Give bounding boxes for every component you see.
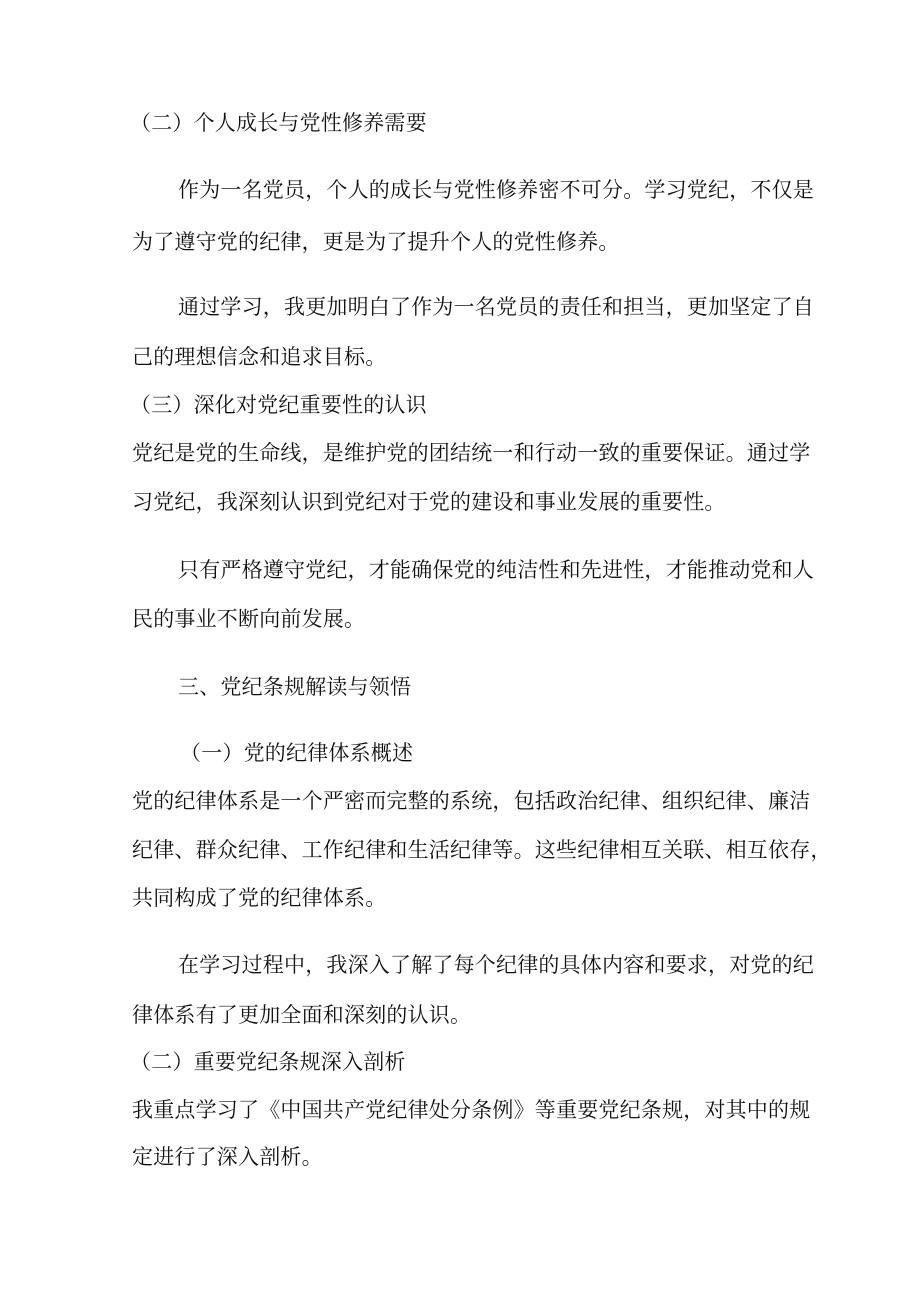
paragraph-line: 为了遵守党的纪律，更是为了提升个人的党性修养。 [132, 230, 620, 254]
section-heading-three: 三、党纪条规解读与领悟 [178, 675, 412, 699]
paragraph-line: 我重点学习了《中国共产党纪律处分条例》等重要党纪条规，对其中的规 [132, 1098, 811, 1122]
heading-regulations-analysis: （二）重要党纪条规深入剖析 [130, 1050, 406, 1074]
paragraph-line: 纪律、群众纪律、工作纪律和生活纪律等。这些纪律相互关联、相互依存， [132, 838, 832, 862]
paragraph-line: 共同构成了党的纪律体系。 [132, 886, 387, 910]
paragraph-line: 党的纪律体系是一个严密而完整的系统，包括政治纪律、组织纪律、廉洁 [132, 789, 811, 813]
paragraph-line: 定进行了深入剖析。 [132, 1145, 323, 1169]
paragraph-line: 通过学习，我更加明白了作为一名党员的责任和担当，更加坚定了自 [178, 295, 814, 319]
paragraph-line: 习党纪，我深刻认识到党纪对于党的建设和事业发展的重要性。 [132, 490, 726, 514]
paragraph-line: 己的理想信念和追求目标。 [132, 345, 387, 369]
paragraph-line: 党纪是党的生命线，是维护党的团结统一和行动一致的重要保证。通过学 [132, 441, 811, 465]
paragraph-line: 只有严格遵守党纪，才能确保党的纯洁性和先进性，才能推动党和人 [178, 558, 814, 582]
heading-discipline-importance: （三）深化对党纪重要性的认识 [130, 393, 427, 417]
paragraph-line: 律体系有了更加全面和深刻的认识。 [132, 1003, 472, 1027]
heading-personal-growth: （二）个人成长与党性修养需要 [130, 111, 427, 135]
paragraph-line: 在学习过程中，我深入了解了每个纪律的具体内容和要求，对党的纪 [178, 953, 814, 977]
heading-discipline-system: （一）党的纪律体系概述 [180, 741, 414, 765]
paragraph-line: 民的事业不断向前发展。 [132, 607, 366, 631]
paragraph-line: 作为一名党员，个人的成长与党性修养密不可分。学习党纪，不仅是 [178, 178, 814, 202]
